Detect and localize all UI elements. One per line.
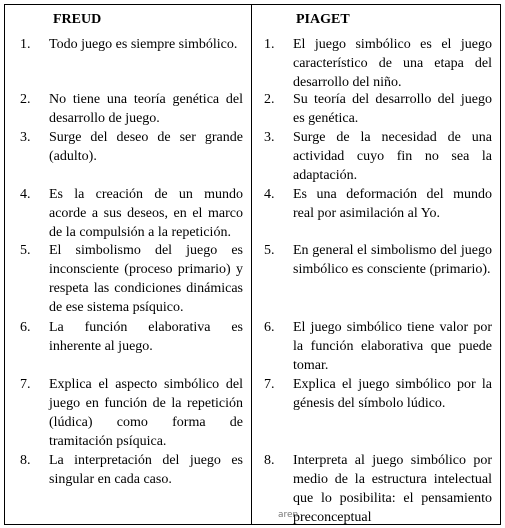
item-text: El juego simbólico tiene valor por la función elaborativa que puede tomar. <box>293 320 492 373</box>
piaget-item-5 <box>264 241 492 279</box>
piaget-item-4 <box>264 185 492 223</box>
item-number: 6. <box>20 320 31 335</box>
freud-item-8 <box>20 451 243 489</box>
item-number: 6. <box>264 320 275 335</box>
item-text: No tiene una teoría genética del desarrollo de juego. <box>49 92 243 126</box>
item-text: Interpreta al juego simbólico por medio de la estructura intelectual que lo posibilita: el pensamiento preconceptual <box>293 453 492 525</box>
item-text: Explica el juego simbólico por la génesis del símbolo lúdico. <box>293 377 492 411</box>
piaget-item-2 <box>264 90 492 128</box>
scan-artifact-text: aren <box>278 510 299 520</box>
item-number: 8. <box>264 453 275 468</box>
item-number: 4. <box>20 187 31 202</box>
item-text: El juego simbólico es el juego característico de una etapa del desarrollo del niño. <box>293 37 492 90</box>
item-number: 8. <box>20 453 31 468</box>
item-text: En general el simbolismo del juego simbólico es consciente (primario). <box>293 243 492 277</box>
item-number: 7. <box>20 377 31 392</box>
piaget-column <box>252 5 500 524</box>
item-text: El simbolismo del juego es inconsciente (proceso primario) y respeta las condiciones dinámicas de ese sistema psíquico. <box>49 243 243 315</box>
freud-column <box>5 5 252 524</box>
freud-item-4 <box>20 185 243 242</box>
item-number: 3. <box>20 130 31 145</box>
piaget-item-6 <box>264 318 492 375</box>
item-text: La función elaborativa es inherente al juego. <box>49 320 243 354</box>
item-number: 1. <box>264 37 275 52</box>
freud-item-1 <box>20 35 243 54</box>
item-number: 4. <box>264 187 275 202</box>
item-text: Su teoría del desarrollo del juego es genética. <box>293 92 492 126</box>
piaget-item-1 <box>264 35 492 92</box>
item-number: 1. <box>20 37 31 52</box>
item-number: 2. <box>264 92 275 107</box>
item-text: Explica el aspecto simbólico del juego en función de la repetición (lúdica) como forma de tramitación psíquica. <box>49 377 243 449</box>
item-number: 5. <box>20 243 31 258</box>
piaget-item-7 <box>264 375 492 413</box>
item-text: Es la creación de un mundo acorde a sus deseos, en el marco de la compulsión a la repetición. <box>49 187 243 240</box>
freud-item-3 <box>20 128 243 166</box>
item-number: 5. <box>264 243 275 258</box>
freud-item-2 <box>20 90 243 128</box>
item-number: 3. <box>264 130 275 145</box>
freud-item-6 <box>20 318 243 356</box>
item-number: 7. <box>264 377 275 392</box>
item-text: Todo juego es siempre simbólico. <box>49 37 238 52</box>
freud-item-7 <box>20 375 243 451</box>
freud-item-5 <box>20 241 243 317</box>
piaget-header: PIAGET <box>296 12 350 27</box>
piaget-item-3 <box>264 128 492 185</box>
item-text: La interpretación del juego es singular en cada caso. <box>49 453 243 487</box>
comparison-table <box>4 4 501 525</box>
freud-header: FREUD <box>53 12 102 27</box>
item-text: Es una deformación del mundo real por asimilación al Yo. <box>293 187 492 221</box>
item-text: Surge del deseo de ser grande (adulto). <box>49 130 243 164</box>
item-number: 2. <box>20 92 31 107</box>
item-text: Surge de la necesidad de una actividad cuyo fin no sea la adaptación. <box>293 130 492 183</box>
